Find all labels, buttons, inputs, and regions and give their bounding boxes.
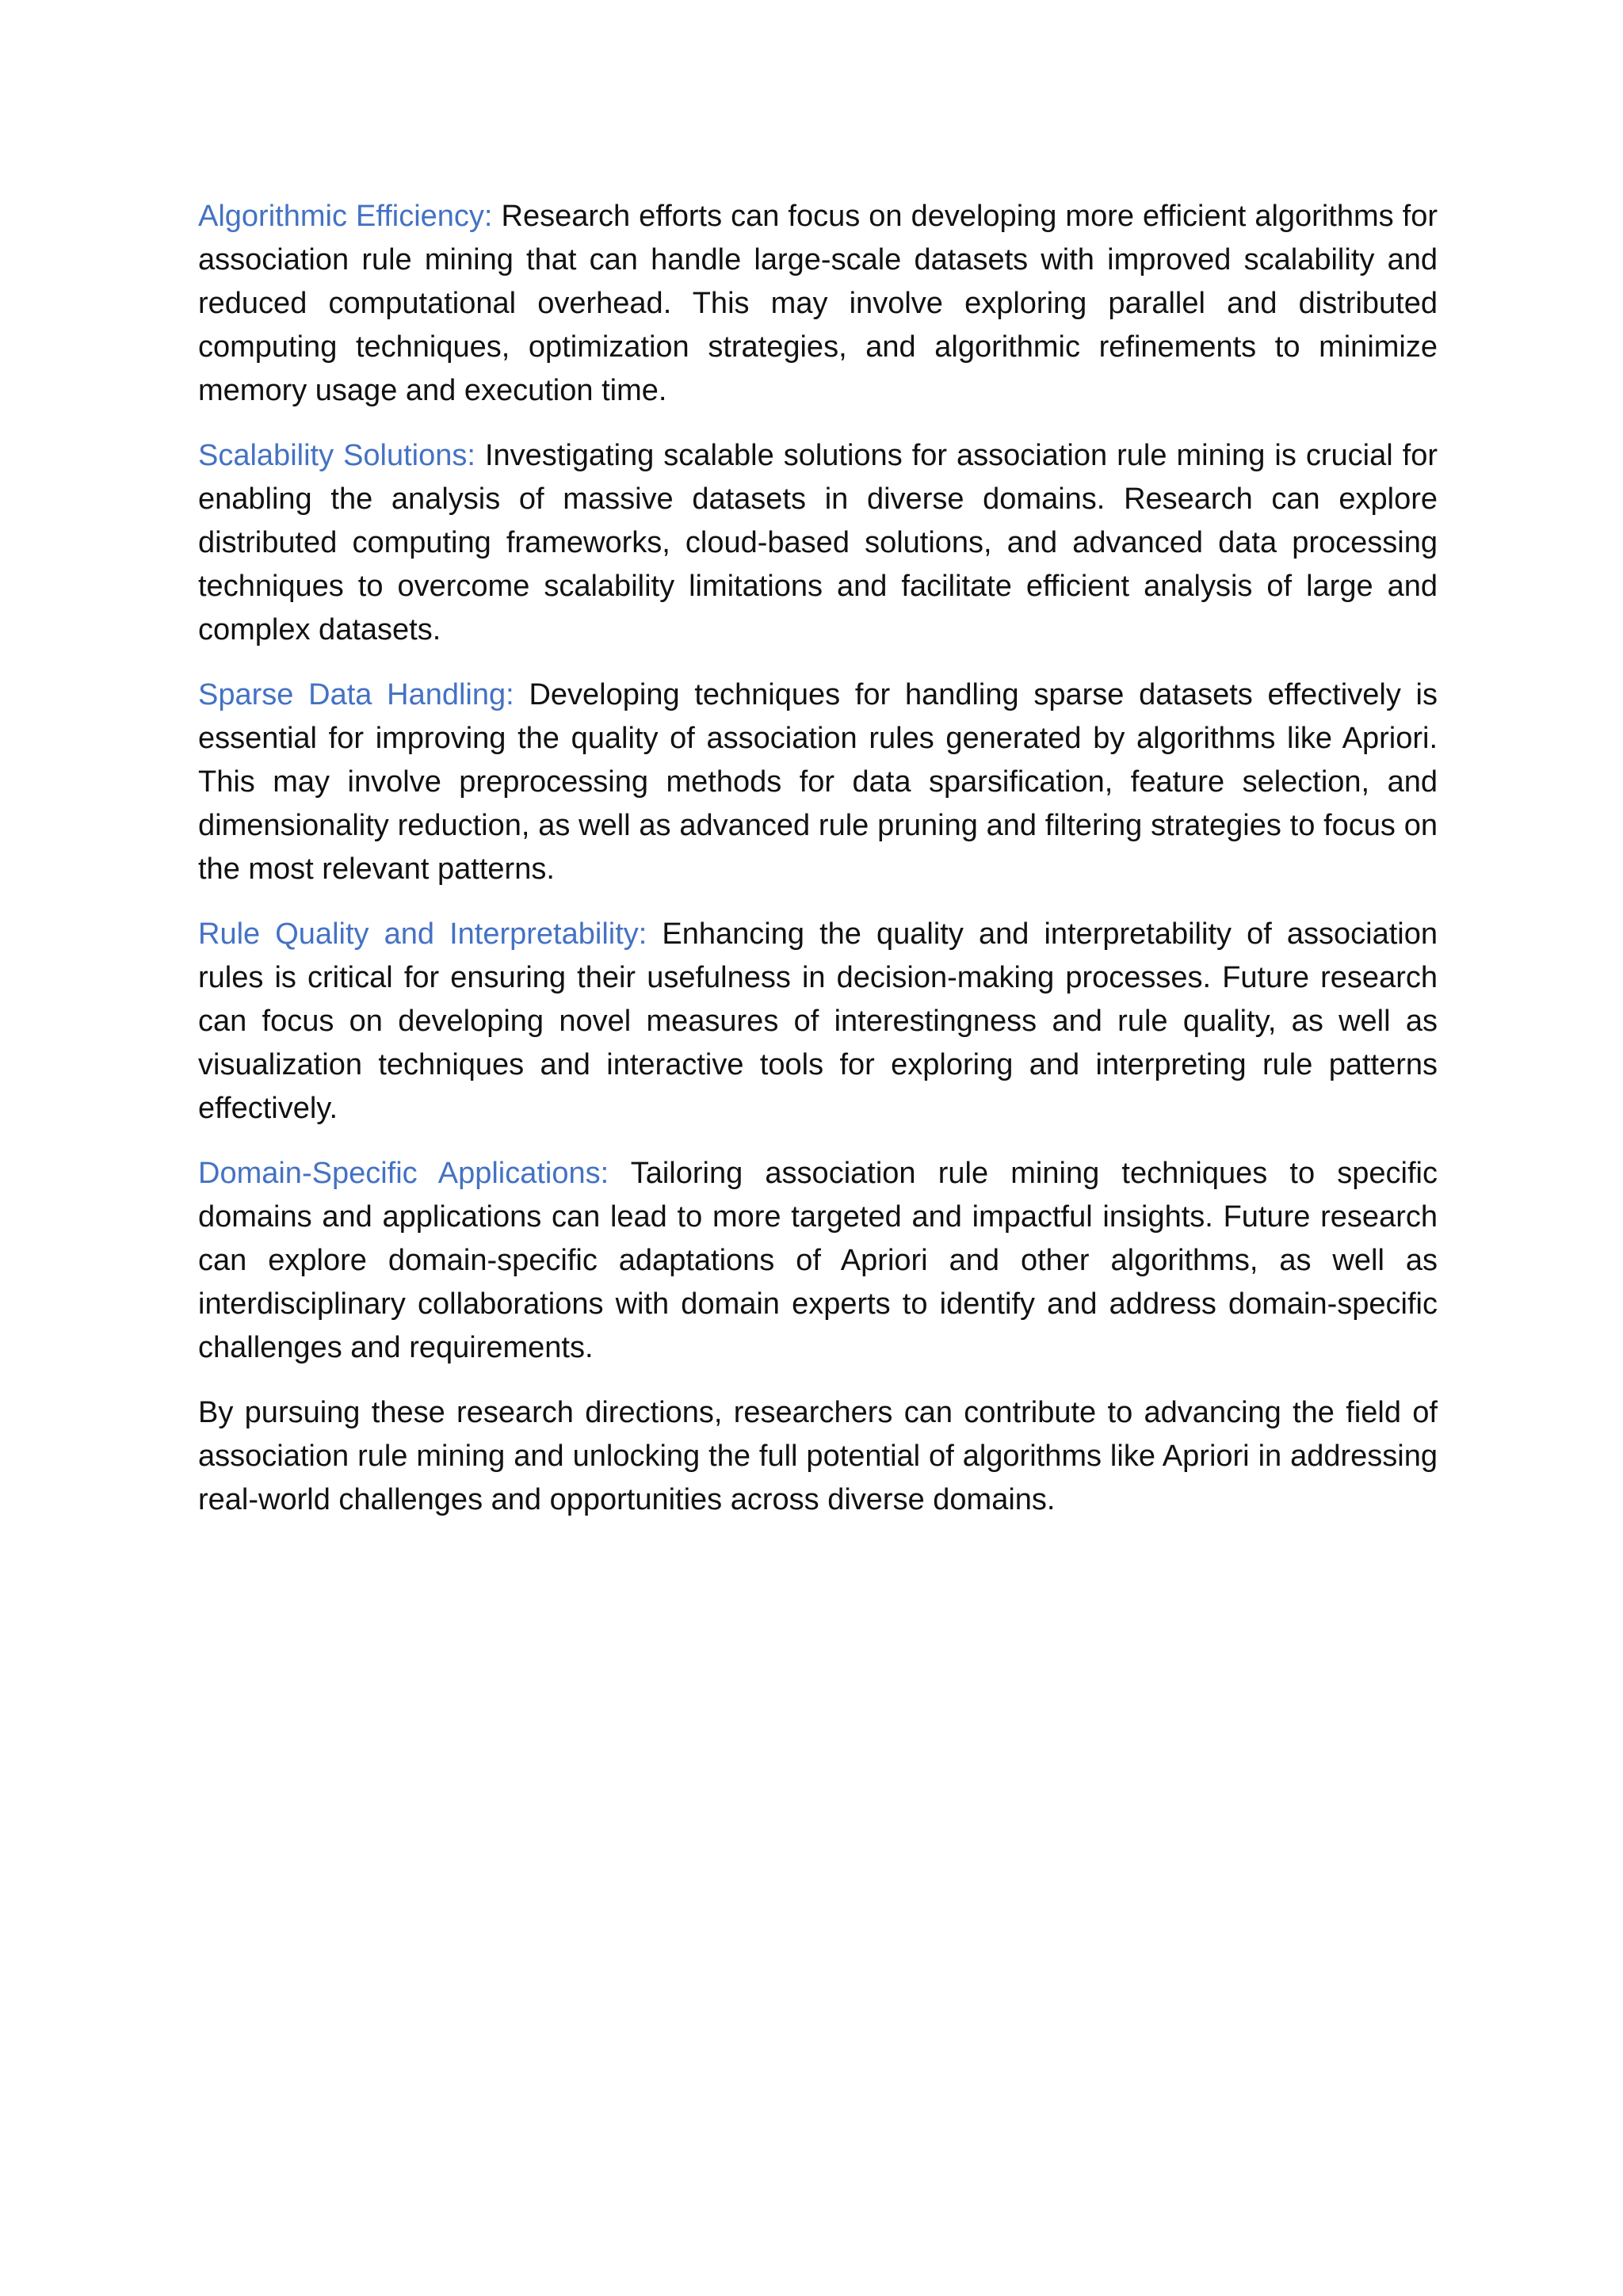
term-heading: Domain-Specific Applications:: [198, 1157, 609, 1190]
term-heading: Scalability Solutions:: [198, 439, 475, 472]
paragraph-algorithmic-efficiency: [198, 195, 1438, 413]
paragraph-text: Enhancing the quality and interpretability of association rules is critical for ensuring their usefulness in decision-making processes. Future research can focus on developing novel measures of interestingness and rule quality, as well as visualization techniques and interactive tools for exploring and interpreting rule patterns effectively.: [198, 917, 1438, 1125]
paragraph-scalability-solutions: [198, 434, 1438, 652]
paragraph-conclusion: By pursuing these research directions, researchers can contribute to advancing the field of association rule mining and unlocking the full potential of algorithms like Apriori in addressing real-world challenges and opportunities across diverse domains.: [198, 1396, 1438, 1516]
paragraph-sparse-data-handling: [198, 673, 1438, 891]
paragraph-text: Investigating scalable solutions for association rule mining is crucial for enabling the analysis of massive datasets in diverse domains. Research can explore distributed computing frameworks, cloud-based solutions, and advanced data processing techniques to overcome scalability limitations and facilitate efficient analysis of large and complex datasets.: [198, 439, 1438, 646]
term-heading: Rule Quality and Interpretability:: [198, 917, 647, 951]
paragraph-text: Developing techniques for handling sparse datasets effectively is essential for improving the quality of association rules generated by algorithms like Apriori. This may involve preprocessing methods for data sparsification, feature selection, and dimensionality reduction, as well as advanced rule pruning and filtering strategies to focus on the most relevant patterns.: [198, 678, 1438, 886]
document-body: [198, 195, 1438, 1543]
paragraph-text: Tailoring association rule mining techniques to specific domains and applications can lead to more targeted and impactful insights. Future research can explore domain-specific adaptations of Apriori and other algorithms, as well as interdisciplinary collaborations with domain experts to identify and address domain-specific challenges and requirements.: [198, 1157, 1438, 1364]
paragraph-text: Research efforts can focus on developing more efficient algorithms for association rule mining that can handle large-scale datasets with improved scalability and reduced computational overhead. This may involve exploring parallel and distributed computing techniques, optimization strategies, and algorithmic refinements to minimize memory usage and execution time.: [198, 200, 1438, 407]
paragraph-domain-specific-applications: [198, 1152, 1438, 1370]
paragraph-rule-quality: [198, 913, 1438, 1131]
term-heading: Sparse Data Handling:: [198, 678, 514, 711]
term-heading: Algorithmic Efficiency:: [198, 200, 493, 233]
